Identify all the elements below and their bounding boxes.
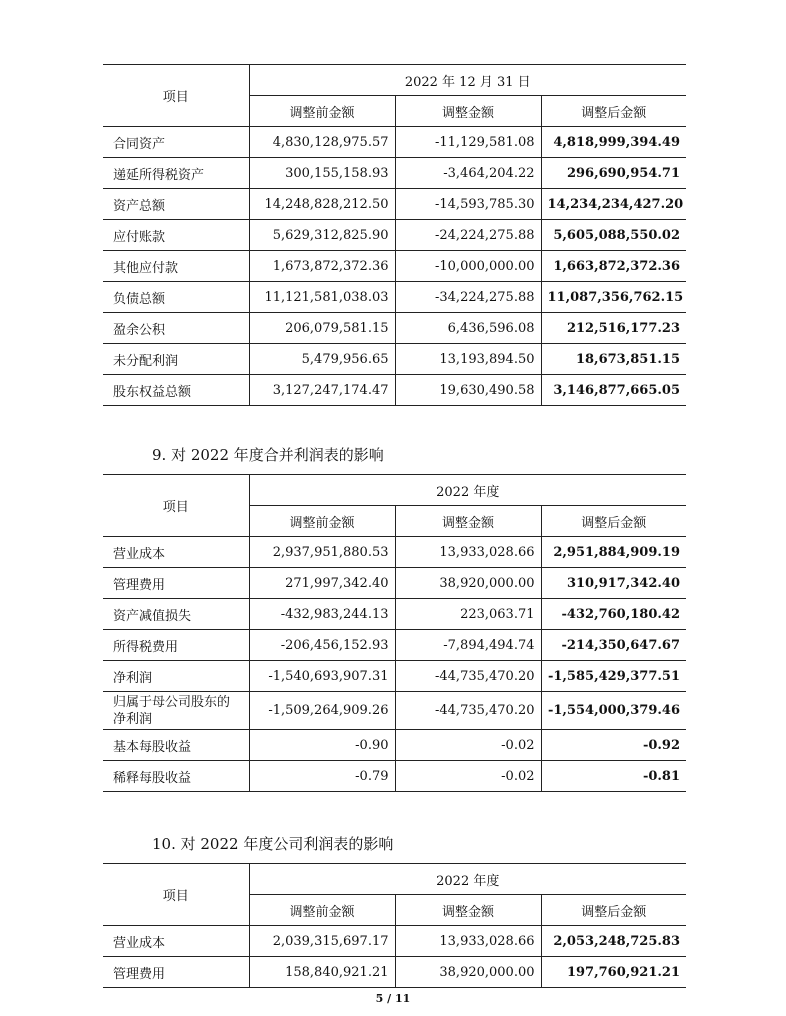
table-row [103,127,686,158]
row-item-label: 营业成本 [103,926,249,957]
row-item-label: 递延所得税资产 [103,158,249,189]
table-row [103,926,686,957]
row-after-value: 14,234,234,427.20 [541,189,686,220]
header-adjust: 调整金额 [395,96,541,127]
table-row [103,313,686,344]
row-before-value: 271,997,342.40 [249,568,395,599]
row-item-label: 归属于母公司股东的净利润 [103,692,249,730]
row-before-value: -1,540,693,907.31 [249,661,395,692]
table-row [103,282,686,313]
row-adjust-value: 13,933,028.66 [395,926,541,957]
table-row [103,730,686,761]
row-before-value: 2,937,951,880.53 [249,537,395,568]
header-adjust: 调整金额 [395,895,541,926]
header-before: 调整前金额 [249,895,395,926]
row-item-label: 净利润 [103,661,249,692]
header-project: 项目 [103,864,249,926]
header-before: 调整前金额 [249,96,395,127]
row-adjust-value: -10,000,000.00 [395,251,541,282]
row-after-value: 2,951,884,909.19 [541,537,686,568]
row-before-value: 2,039,315,697.17 [249,926,395,957]
row-before-value: 5,629,312,825.90 [249,220,395,251]
table-row [103,251,686,282]
company-income-table [103,863,686,988]
header-project: 项目 [103,65,249,127]
header-period: 2022 年度 [249,475,686,506]
row-adjust-value: -11,129,581.08 [395,127,541,158]
header-project: 项目 [103,475,249,537]
row-adjust-value: 38,920,000.00 [395,957,541,988]
row-after-value: -1,585,429,377.51 [541,661,686,692]
row-adjust-value: -0.02 [395,730,541,761]
row-after-value: 2,053,248,725.83 [541,926,686,957]
table-row [103,344,686,375]
row-after-value: -1,554,000,379.46 [541,692,686,730]
row-adjust-value: -14,593,785.30 [395,189,541,220]
row-item-label: 所得税费用 [103,630,249,661]
table-row [103,599,686,630]
row-item-label: 基本每股收益 [103,730,249,761]
row-after-value: -214,350,647.67 [541,630,686,661]
row-after-value: -432,760,180.42 [541,599,686,630]
row-before-value: -206,456,152.93 [249,630,395,661]
section-title-10: 10. 对 2022 年度公司利润表的影响 [152,835,394,853]
row-adjust-value: -0.02 [395,761,541,792]
row-adjust-value: 223,063.71 [395,599,541,630]
row-item-label: 资产减值损失 [103,599,249,630]
table-row [103,630,686,661]
row-item-label: 资产总额 [103,189,249,220]
row-after-value: 5,605,088,550.02 [541,220,686,251]
row-item-label: 负债总额 [103,282,249,313]
row-adjust-value: -24,224,275.88 [395,220,541,251]
row-after-value: 310,917,342.40 [541,568,686,599]
section-title-9: 9. 对 2022 年度合并利润表的影响 [152,446,384,464]
row-adjust-value: -34,224,275.88 [395,282,541,313]
row-before-value: 4,830,128,975.57 [249,127,395,158]
row-item-label: 营业成本 [103,537,249,568]
table-row [103,220,686,251]
header-period: 2022 年度 [249,864,686,895]
row-adjust-value: 38,920,000.00 [395,568,541,599]
row-adjust-value: -44,735,470.20 [395,692,541,730]
row-after-value: 197,760,921.21 [541,957,686,988]
row-before-value: 206,079,581.15 [249,313,395,344]
row-item-label: 管理费用 [103,568,249,599]
table-row [103,692,686,730]
page-number: 5 / 11 [375,992,411,1005]
row-after-value: -0.81 [541,761,686,792]
row-before-value: 14,248,828,212.50 [249,189,395,220]
row-adjust-value: -3,464,204.22 [395,158,541,189]
consolidated-income-table [103,474,686,792]
table-row [103,189,686,220]
row-adjust-value: -44,735,470.20 [395,661,541,692]
header-adjust: 调整金额 [395,506,541,537]
row-item-label: 合同资产 [103,127,249,158]
header-after: 调整后金额 [541,895,686,926]
row-item-label: 稀释每股收益 [103,761,249,792]
row-before-value: -0.79 [249,761,395,792]
row-before-value: 300,155,158.93 [249,158,395,189]
row-before-value: -432,983,244.13 [249,599,395,630]
balance-sheet-table [103,64,686,406]
table-row [103,957,686,988]
row-before-value: -0.90 [249,730,395,761]
row-adjust-value: -7,894,494.74 [395,630,541,661]
row-adjust-value: 6,436,596.08 [395,313,541,344]
row-before-value: 11,121,581,038.03 [249,282,395,313]
row-after-value: 1,663,872,372.36 [541,251,686,282]
row-item-label: 应付账款 [103,220,249,251]
row-after-value: 3,146,877,665.05 [541,375,686,406]
table-row [103,761,686,792]
table-row [103,661,686,692]
row-adjust-value: 19,630,490.58 [395,375,541,406]
row-before-value: 5,479,956.65 [249,344,395,375]
header-after: 调整后金额 [541,506,686,537]
row-item-label: 股东权益总额 [103,375,249,406]
row-item-label: 其他应付款 [103,251,249,282]
table-row [103,537,686,568]
row-after-value: 18,673,851.15 [541,344,686,375]
table-row [103,375,686,406]
table-row [103,158,686,189]
row-after-value: 11,087,356,762.15 [541,282,686,313]
row-item-label: 管理费用 [103,957,249,988]
row-adjust-value: 13,193,894.50 [395,344,541,375]
row-after-value: 4,818,999,394.49 [541,127,686,158]
row-before-value: 1,673,872,372.36 [249,251,395,282]
row-after-value: -0.92 [541,730,686,761]
header-before: 调整前金额 [249,506,395,537]
row-before-value: 158,840,921.21 [249,957,395,988]
row-adjust-value: 13,933,028.66 [395,537,541,568]
row-after-value: 296,690,954.71 [541,158,686,189]
row-item-label: 未分配利润 [103,344,249,375]
row-after-value: 212,516,177.23 [541,313,686,344]
row-before-value: -1,509,264,909.26 [249,692,395,730]
row-before-value: 3,127,247,174.47 [249,375,395,406]
table-row [103,568,686,599]
header-period: 2022 年 12 月 31 日 [249,65,686,96]
header-after: 调整后金额 [541,96,686,127]
row-item-label: 盈余公积 [103,313,249,344]
